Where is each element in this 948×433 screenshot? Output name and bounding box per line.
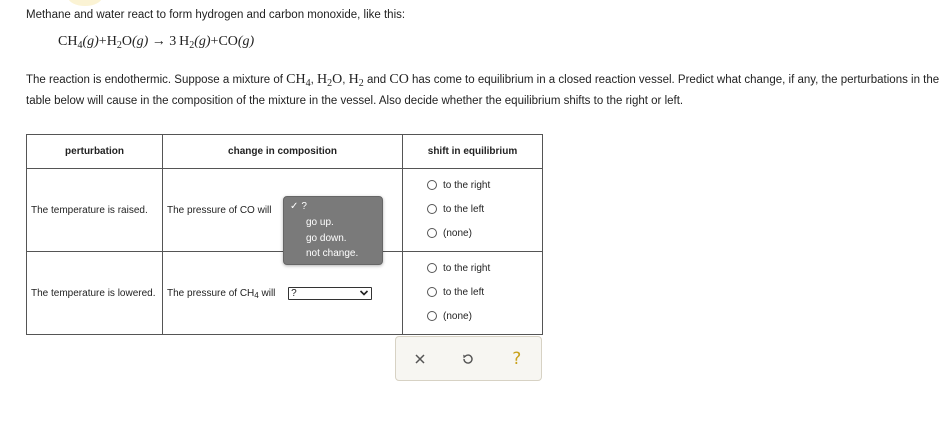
decorative-blob: [68, 0, 102, 6]
radio-button[interactable]: [427, 263, 437, 273]
dropdown-option-go-down[interactable]: go down.: [306, 233, 347, 244]
composition-select[interactable]: ?: [288, 287, 372, 300]
intro-text: Methane and water react to form hydrogen and carbon monoxide, like this:: [26, 9, 406, 21]
reaction-arrow: →: [151, 34, 166, 49]
problem-statement: The reaction is endothermic. Suppose a mixture of $CH_4$, $H_2O$, $H_2$ and CO has come to equilibrium in a closed reaction vessel. Predict what change, if any, the perturbations in the table below will cause in the composition of the mixture in the vessel. Also decide whether the equilibrium shifts to the right or left.: [26, 72, 940, 107]
header-change-in-composition: change in composition: [163, 135, 403, 169]
shift-option-right[interactable]: to the right: [427, 173, 542, 197]
change-label: The pressure of CO will: [167, 204, 272, 216]
shift-cell: [403, 169, 543, 252]
dropdown-option-not-change[interactable]: not change.: [306, 248, 359, 259]
shift-option-left[interactable]: to the left: [427, 280, 542, 304]
undo-icon: [461, 352, 475, 366]
answer-toolbar: [395, 336, 542, 381]
radio-button[interactable]: [427, 228, 437, 238]
radio-button[interactable]: [427, 204, 437, 214]
radio-button[interactable]: [427, 287, 437, 297]
shift-option-left[interactable]: to the left: [427, 197, 542, 221]
dropdown-option-go-up[interactable]: go up.: [306, 217, 334, 228]
perturbation-cell: The temperature is lowered.: [27, 252, 163, 335]
help-icon: ?: [512, 348, 522, 369]
undo-button[interactable]: [456, 347, 480, 371]
change-label: The pressure of $CH_4$ will: [167, 287, 276, 300]
header-shift-in-equilibrium: shift in equilibrium: [403, 135, 543, 169]
dropdown-option-placeholder[interactable]: ✓ ?: [290, 201, 307, 212]
perturbation-cell: The temperature is raised.: [27, 169, 163, 252]
chevron-down-icon: [359, 288, 369, 298]
shift-option-none[interactable]: (none): [427, 221, 542, 245]
clear-button[interactable]: [408, 347, 432, 371]
help-button[interactable]: [505, 347, 529, 371]
composition-dropdown-menu[interactable]: [283, 196, 383, 265]
checkmark-icon: ✓: [290, 201, 299, 212]
close-icon: [414, 353, 426, 365]
shift-cell: [403, 252, 543, 335]
chemical-equation: $CH_4(g)+H_2O(g) \to 3$ $H_2(g)+CO(g)$: [58, 34, 255, 51]
radio-button[interactable]: [427, 180, 437, 190]
shift-option-right[interactable]: to the right: [427, 256, 542, 280]
shift-option-none[interactable]: (none): [427, 304, 542, 328]
radio-button[interactable]: [427, 311, 437, 321]
header-perturbation: perturbation: [27, 135, 163, 169]
